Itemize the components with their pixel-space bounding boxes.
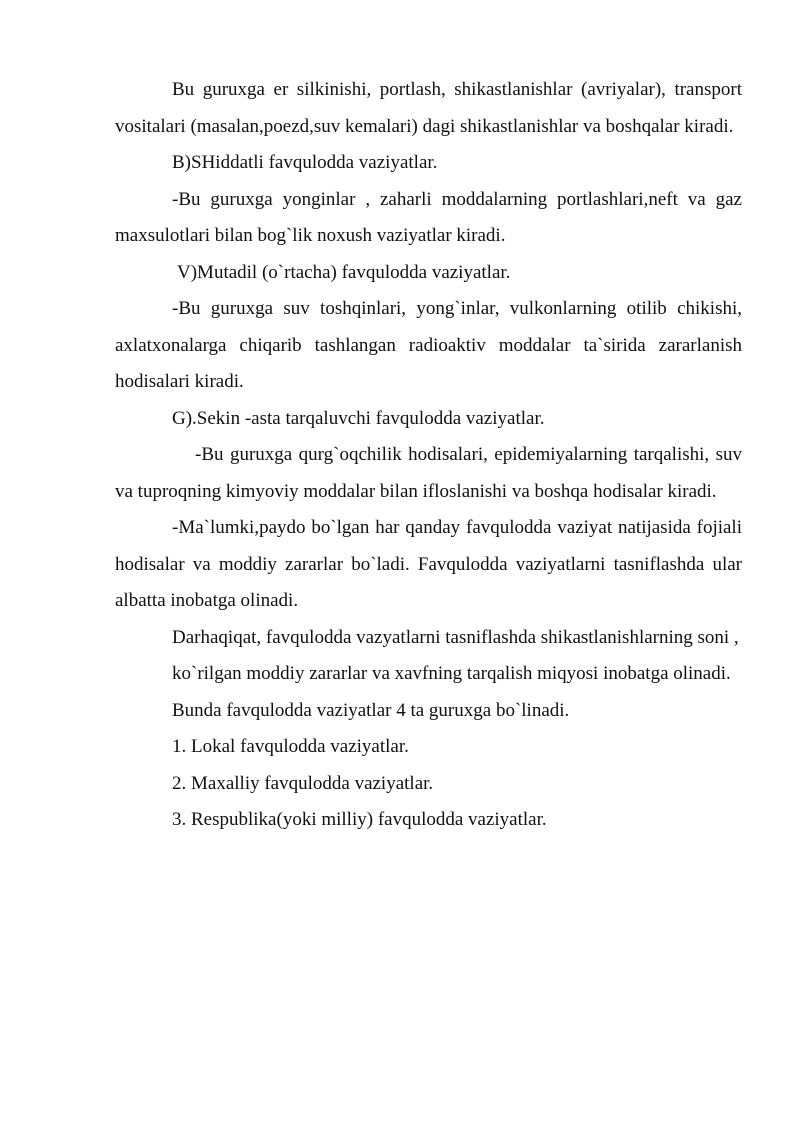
list-item-local: 1. Lokal favqulodda vaziyatlar. (172, 736, 409, 757)
paragraph-classification-damage: ko`rilgan moddiy zararlar va xavfning tarqalish miqyosi inobatga olinadi. (172, 663, 731, 684)
paragraph-classification-count: Darhaqiqat, favqulodda vazyatlarni tasniflashda shikastlanishlarning soni , (172, 626, 739, 648)
paragraph-four-groups: Bunda favqulodda vaziyatlar 4 ta guruxga bo`linadi. (172, 699, 570, 721)
heading-moderate-emergencies: V)Mutadil (o`rtacha) favqulodda vaziyatlar. (177, 261, 511, 283)
heading-severe-emergencies: B)SHiddatli favqulodda vaziyatlar. (172, 152, 438, 173)
paragraph-earthquake-group: Bu guruxga er silkinishi, portlash, shikastlanishlar (avriyalar), transport vositalari (masalan,poezd,suv kemalari) dagi shikastlanishlar va boshqalar kiradi. (115, 79, 742, 137)
paragraph-fire-group: -Bu guruxga yonginlar , zaharli moddalarning portlashlari,neft va gaz maxsulotlari bilan bog`lik noxush vaziyatlar kiradi. (115, 188, 742, 246)
paragraph-drought-group: -Bu guruxga qurg`oqchilik hodisalari, epidemiyalarning tarqalishi, suv va tuproqning kimyoviy moddalar bilan ifloslanishi va boshqa hodisalar kiradi. (115, 444, 742, 502)
list-item-regional: 2. Maxalliy favqulodda vaziyatlar. (172, 772, 434, 794)
paragraph-flood-group: -Bu guruxga suv toshqinlari, yong`inlar, vulkonlarning otilib chikishi, axlatxonalarga chiqarib tashlangan radioaktiv moddalar ta`sirida zararlanish hodisalari kiradi. (115, 298, 742, 392)
list-item-republic: 3. Respublika(yoki milliy) favqulodda vaziyatlar. (172, 809, 547, 830)
heading-slow-emergencies: G).Sekin -asta tarqaluvchi favqulodda vaziyatlar. (172, 407, 545, 429)
paragraph-consequences: -Ma`lumki,paydo bo`lgan har qanday favqulodda vaziyat natijasida fojiali hodisalar va moddiy zararlar bo`ladi. Favqulodda vaziyatlarni tasniflashda ular albatta inobatga olinadi. (115, 517, 742, 611)
document-body (115, 72, 742, 839)
